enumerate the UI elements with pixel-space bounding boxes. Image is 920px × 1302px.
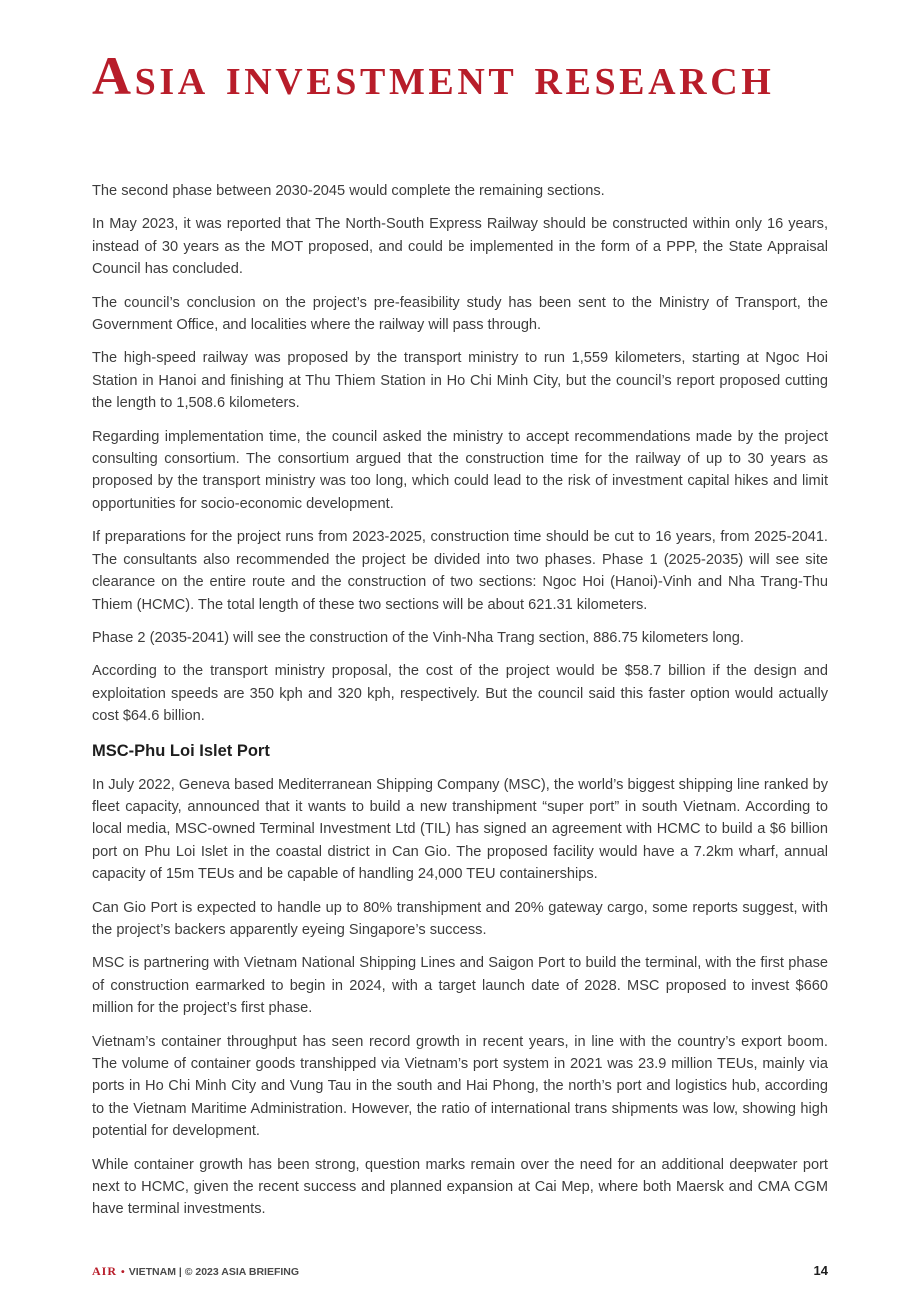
paragraph: The council’s conclusion on the project’s pre-feasibility study has been sent to the Ministry of Transport, the Government Office, and localities where the railway will pass through. — [92, 294, 828, 334]
article-body — [92, 180, 828, 1232]
section-heading: MSC-Phu Loi Islet Port — [92, 741, 270, 760]
paragraph: Can Gio Port is expected to handle up to 80% transhipment and 20% gateway cargo, some reports suggest, with the project’s backers apparently eyeing Singapore’s success. — [92, 899, 828, 938]
paragraph: If preparations for the project runs from 2023-2025, construction time should be cut to 16 years, from 2025-2041. The consultants also recommended the project be divided into two phases. Phase 1 (2025-2035) will see site clearance on the entire route and the construction of two sections: Ngoc Hoi (Hanoi)-Vinh and Nha Trang-Thu Thiem (HCMC). The total length of these two sections will be about 621.31 kilometers. — [92, 529, 828, 613]
footer-air-logo: AIR — [92, 1264, 118, 1278]
paragraph: The second phase between 2030-2045 would complete the remaining sections. — [92, 183, 605, 199]
paragraph: In July 2022, Geneva based Mediterranean Shipping Company (MSC), the world’s biggest shipping line ranked by fleet capacity, announced that it wants to build a new transhipment “super port” in south Vietnam. According to local media, MSC-owned Terminal Investment Ltd (TIL) has signed an agreement with HCMC to build a $6 billion port on Phu Loi Islet in the coastal district in Can Gio. The proposed facility would have a 7.2km wharf, annual capacity of 15m TEUs and be capable of handling 24,000 TEU containerships. — [92, 776, 828, 883]
paragraph: Phase 2 (2035-2041) will see the construction of the Vinh-Nha Trang section, 886.75 kilometers long. — [92, 629, 744, 646]
paragraph: In May 2023, it was reported that The North-South Express Railway should be constructed within only 16 years, instead of 30 years as the MOT proposed, and could be implemented in the form of a PPP, the State Appraisal Council has concluded. — [92, 216, 828, 278]
page-number: 14 — [813, 1263, 828, 1278]
paragraph: Regarding implementation time, the council asked the ministry to accept recommendations made by the project consulting consortium. The consortium argued that the construction time for the railway of up to 30 years as proposed by the transport ministry was too long, which could lead to the risk of investment capital hikes and limit opportunities for socio-economic development. — [92, 428, 828, 512]
paragraph: While container growth has been strong, question marks remain over the need for an additional deepwater port next to HCMC, given the recent success and planned expansion at Cai Mep, where both Maersk and CMA CGM have terminal investments. — [92, 1156, 828, 1218]
paragraph: The high-speed railway was proposed by the transport ministry to run 1,559 kilometers, starting at Ngoc Hoi Station in Hanoi and finishing at Thu Thiem Station in Ho Chi Minh City, but the council’s report proposed cutting the length to 1,508.6 kilometers. — [92, 350, 828, 412]
footer-text: VIETNAM | © 2023 ASIA BRIEFING — [128, 1266, 300, 1278]
paragraph: Vietnam’s container throughput has seen record growth in recent years, in line with the country’s export boom. The volume of container goods transhipped via Vietnam’s port system in 2021 was 23.9 million TEUs, mainly via ports in Ho Chi Minh City and Vung Tau in the south and Hai Phong, the north’s port and logistics hub, according to the Vietnam Maritime Administration. However, the ratio of international trans shipments was low, showing high potential for development. — [92, 1033, 828, 1140]
brand-title: Asia investment research — [92, 46, 775, 106]
footer-separator: • — [121, 1266, 125, 1278]
paragraph: MSC is partnering with Vietnam National Shipping Lines and Saigon Port to build the terminal, with the first phase of construction earmarked to begin in 2024, with a target launch date of 2028. MSC proposed to invest $660 million for the project’s first phase. — [92, 955, 828, 1017]
paragraph: According to the transport ministry proposal, the cost of the project would be $58.7 billion if the design and exploitation speeds are 350 kph and 320 kph, respectively. But the council said this faster option would actually cost $64.6 billion. — [92, 663, 828, 725]
page-footer — [92, 1264, 828, 1282]
